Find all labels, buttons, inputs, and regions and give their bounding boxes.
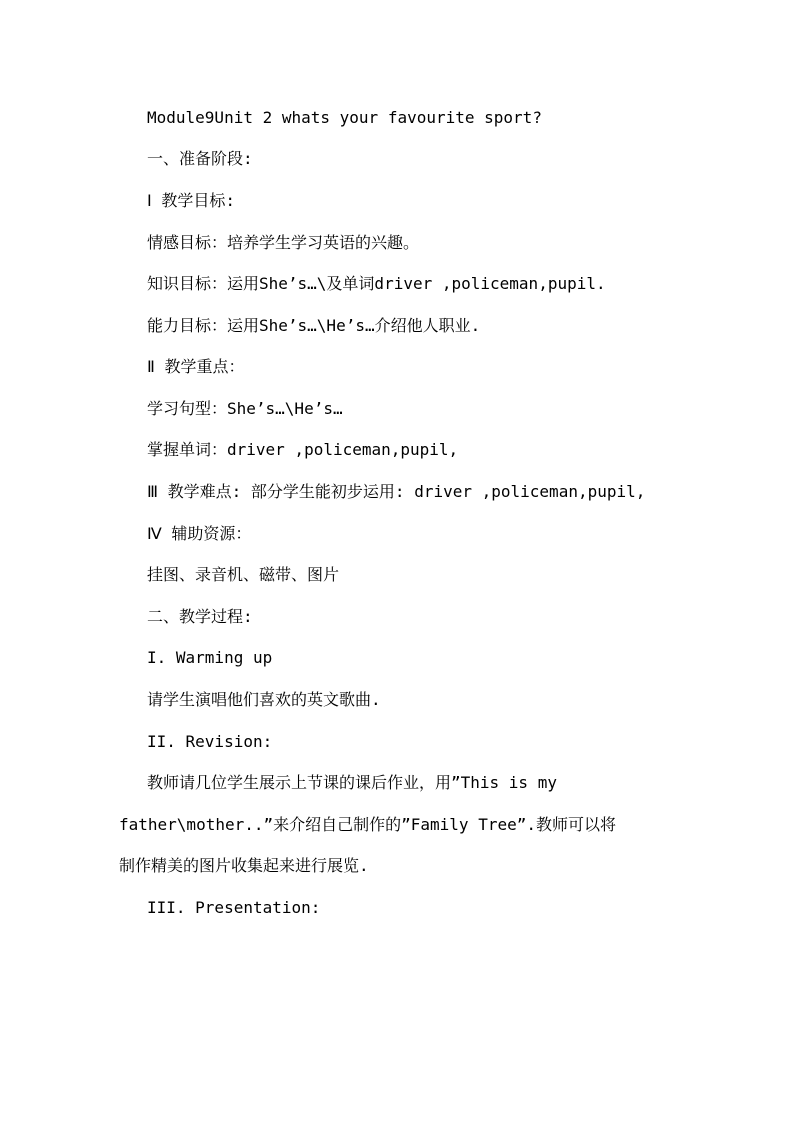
- text-line-sentence-patterns: 学习句型：She’s…\He’s…: [147, 399, 343, 418]
- section-heading-preparation: 一、准备阶段:: [147, 149, 253, 168]
- text-line-knowledge-goal: 知识目标：运用She’s…\及单词driver ,policeman,pupil.: [147, 274, 606, 293]
- text-line-revision-3: 制作精美的图片收集起来进行展览.: [119, 856, 369, 875]
- section-heading-process: 二、教学过程:: [147, 607, 253, 626]
- text-line-vocabulary: 掌握单词：driver ,policeman,pupil,: [147, 440, 459, 459]
- subheading-teaching-goals: Ⅰ 教学目标:: [147, 191, 235, 210]
- step-heading-warming-up: I. Warming up: [147, 648, 273, 667]
- step-heading-revision: II. Revision:: [147, 732, 273, 751]
- text-line-song: 请学生演唱他们喜欢的英文歌曲.: [147, 690, 381, 709]
- text-line-emotional-goal: 情感目标：培养学生学习英语的兴趣。: [147, 233, 420, 252]
- text-line-resource-list: 挂图、录音机、磁带、图片: [147, 565, 340, 584]
- step-heading-presentation: III. Presentation:: [147, 898, 321, 917]
- subheading-resources: Ⅳ 辅助资源：: [147, 524, 252, 543]
- document-title: Module9Unit 2 whats your favourite sport?: [147, 108, 542, 127]
- subheading-key-points: Ⅱ 教学重点：: [147, 357, 245, 376]
- text-line-revision-1: 教师请几位学生展示上节课的课后作业，用”This is my: [147, 773, 557, 792]
- text-line-revision-2: father\mother..”来介绍自己制作的”Family Tree”.教师可以将: [119, 815, 616, 834]
- text-line-difficult-points: Ⅲ 教学难点: 部分学生能初步运用: driver ,policeman,pupil,: [147, 482, 646, 501]
- text-line-ability-goal: 能力目标：运用She’s…\He’s…介绍他人职业.: [147, 316, 481, 335]
